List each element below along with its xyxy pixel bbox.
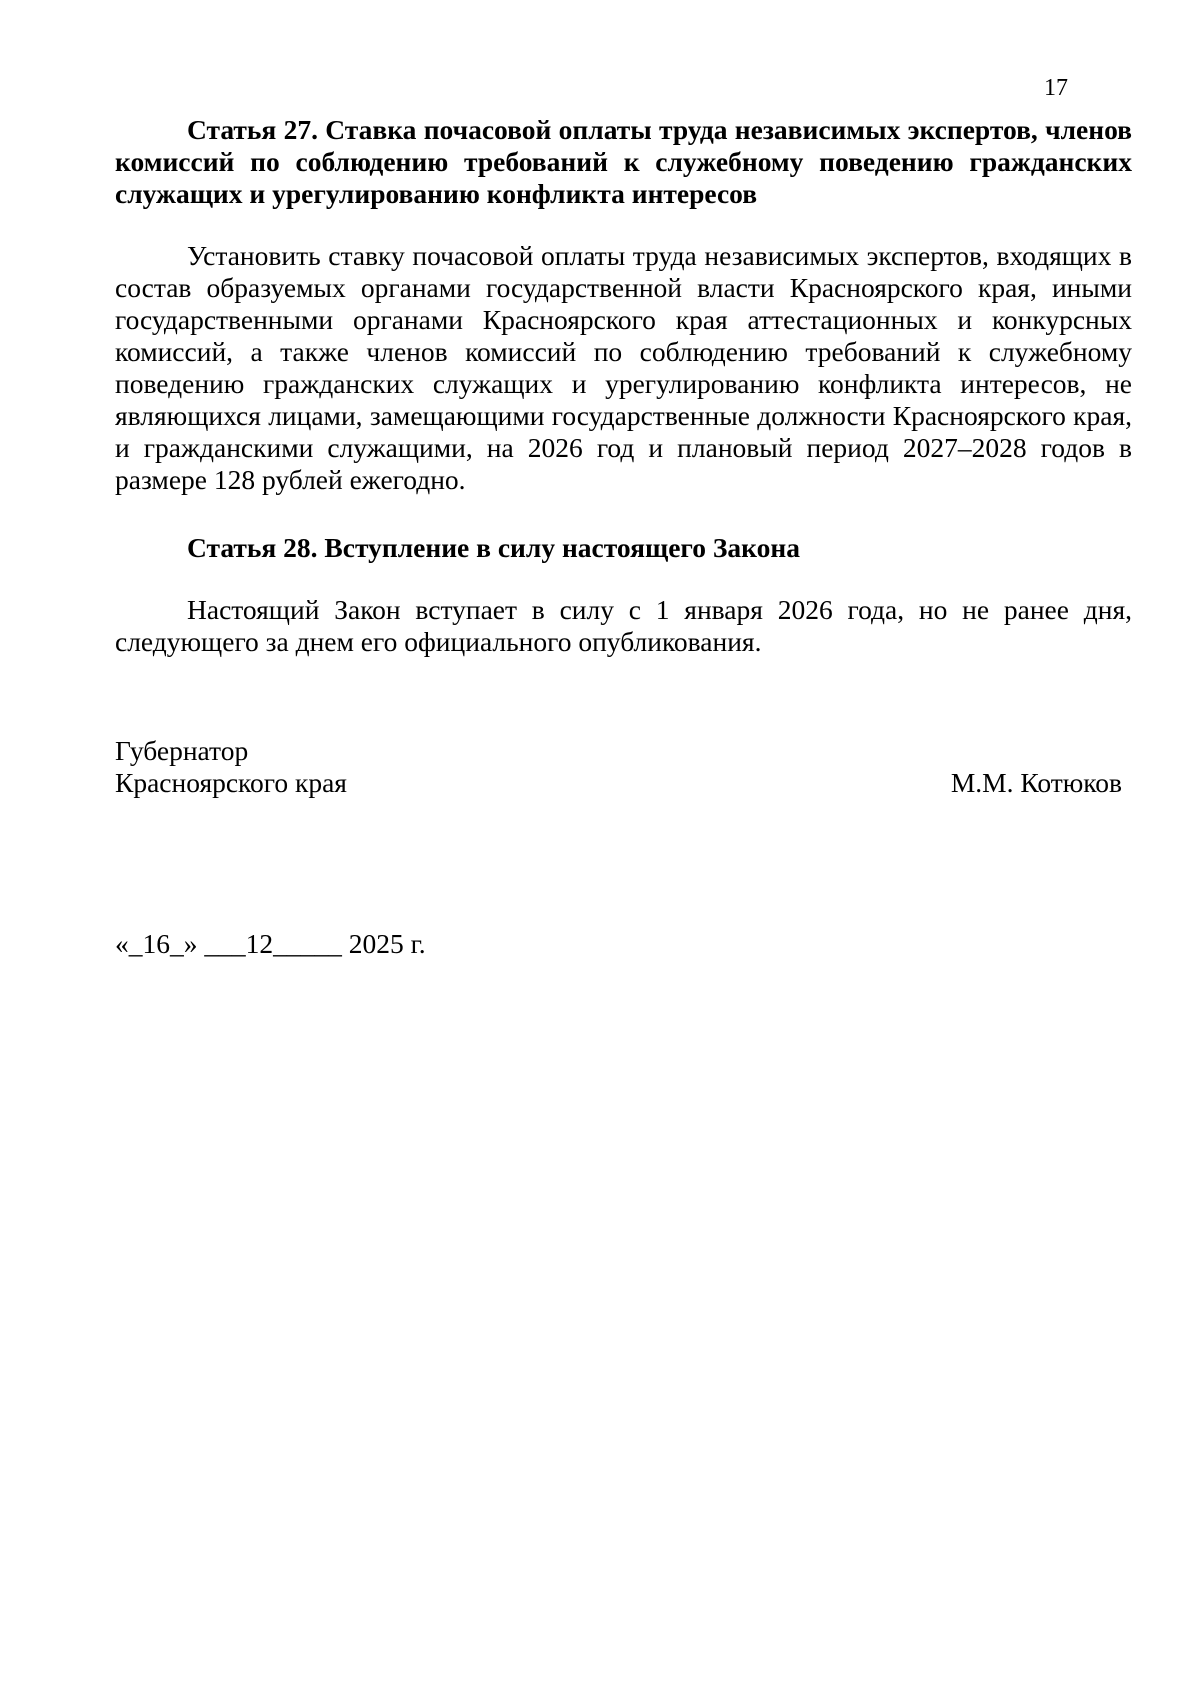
signatory-name: М.М. Котюков <box>950 767 1122 798</box>
article-28-heading: Статья 28. Вступление в силу настоящего Закона <box>187 532 800 563</box>
article-27-body: Установить ставку почасовой оплаты труда независимых экспертов, входящих в состав образуемых органами государственной власти Красноярского края, иными государственными органами Красноярского края аттестационных и конкурсных комиссий, а также членов комиссий по соблюдению требований к служебному поведению гражданских служащих и урегулированию конфликта интересов, не являющихся лицами, замещающими государственные должности Красноярского края, и гражданскими служащими, на 2026 год и плановый период 2027–2028 годов в размере 128 рублей ежегодно. <box>115 240 1132 495</box>
page-number: 17 <box>1044 75 1068 101</box>
article-27-heading: Статья 27. Ставка почасовой оплаты труда независимых экспертов, членов комиссий по соблюдению требований к служебному поведению гражданских служащих и урегулированию конфликта интересов <box>115 114 1132 209</box>
signature-block <box>115 735 1122 799</box>
article-28-body: Настоящий Закон вступает в силу с 1 января 2026 года, но не ранее дня, следующего за днем его официального опубликования. <box>115 594 1132 657</box>
document-body <box>115 114 1132 658</box>
signatory-post-line2: Красноярского края <box>115 767 347 798</box>
signing-date: «_16_» ___12_____ 2025 г. <box>115 928 426 959</box>
signatory-post-line1: Губернатор <box>115 735 249 766</box>
